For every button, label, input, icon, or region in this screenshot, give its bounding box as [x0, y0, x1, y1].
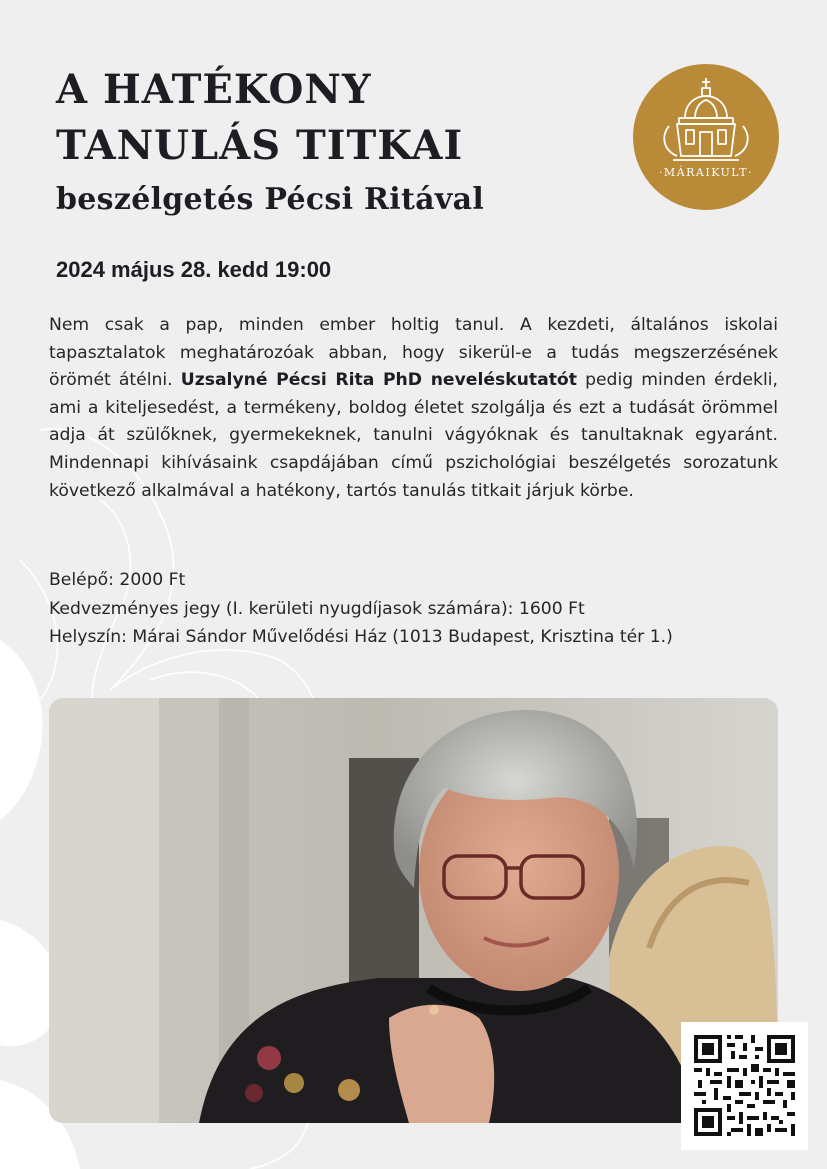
- description-part-2: pedig minden érdekli, ami a kiteljesedést, a termékeny, boldog életet szolgálja és ezt a tudását örömmel adja át szülőknek, gyermekeknek, tanulni vágyóknak és tanultaknak egyaránt. Mindennapi kihívásaink csapdájában című pszichológiai beszélgetés sorozatunk következő alkalmával a hatékony, tartós tanulás titkait járjuk körbe.: [49, 370, 778, 501]
- logo-text: ·MÁRAIKULT·: [658, 166, 754, 179]
- portrait-photo-icon: [49, 698, 778, 1123]
- speaker-photo: [49, 698, 778, 1123]
- event-info: [49, 566, 809, 652]
- event-description: [49, 312, 778, 505]
- event-date: 2024 május 28. kedd 19:00: [56, 257, 332, 282]
- maraikult-logo: [633, 64, 779, 210]
- ticket-price: Belépő: 2000 Ft: [49, 570, 186, 590]
- qr-code-icon: [694, 1035, 795, 1136]
- title-line-1: A HATÉKONY: [56, 66, 372, 113]
- event-title: [56, 62, 463, 174]
- speaker-name: Uzsalyné Pécsi Rita PhD neveléskutatót: [180, 370, 577, 391]
- venue: Helyszín: Márai Sándor Művelődési Ház (1013 Budapest, Krisztina tér 1.): [49, 627, 673, 648]
- title-line-2: TANULÁS TITKAI: [56, 122, 464, 169]
- qr-code[interactable]: [681, 1022, 808, 1150]
- event-subtitle: beszélgetés Pécsi Ritával: [56, 182, 485, 217]
- discount-price: Kedvezményes jegy (I. kerületi nyugdíjasok számára): 1600 Ft: [49, 598, 585, 619]
- building-dome-icon: [633, 64, 779, 210]
- description-part-1: Nem csak a pap, minden ember holtig tanul. A kezdeti, általános iskolai tapasztalatok meghatározóak abban, hogy sikerül-e a tudás megszerzésének örömét átélni.: [49, 315, 778, 391]
